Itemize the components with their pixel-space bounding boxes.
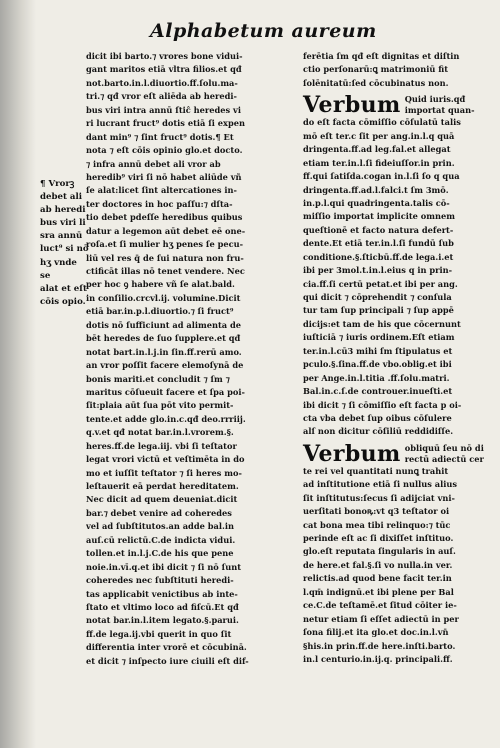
text-line: coheredes nec ſubſtituti heredi-: [86, 575, 234, 586]
text-line: dente.Et etiā ter.in.l.ſi fundū ſub: [303, 238, 454, 249]
text-line: miſſio importat implicite omnem: [303, 211, 455, 222]
text-line: ff.qui ſatiſda.cogan in.l.ſi ſo q qua: [303, 171, 460, 182]
text-line: alſ non dicitur cōſiliū reddidiſſe.: [303, 426, 454, 437]
text-line: cta vba debet ſup oibus cōſulere: [303, 412, 452, 423]
text-line: gant maritos etiā vltra filios.et qđ: [86, 64, 242, 75]
text-line: legat vrori victū et veſtimēta in do: [86, 454, 245, 465]
text-line: auſ.cū relictū.C.de indicta vidui.: [86, 534, 236, 545]
text-line: nota ⁊ eſt cōis opinio glo.et docto.: [86, 145, 243, 156]
text-line: ſtato et vltimo loco ad fiſcū.Et qđ: [86, 601, 239, 612]
text-line: glo.eſt reputata ſingularis in auſ.: [303, 546, 456, 557]
text-line: ff.de lega.ij.vbi querit in quo ſit: [86, 628, 232, 639]
text-line: Nec dicit ad quem deueniat.dicit: [86, 494, 238, 505]
text-line: ter.in.l.cū3 mihi ſm ſtipulatus et: [303, 345, 453, 356]
text-line: queſtionē et facto natura defert-: [303, 224, 454, 235]
text-line: ſit:plaia aūt ſua pōt vito permit-: [86, 400, 234, 411]
text-line: not.barto.in.l.diuortio.ff.ſolu.ma-: [86, 77, 238, 88]
text-line: bonis mariti.et concludit ⁊ ſm ⁊: [86, 373, 230, 384]
text-line: iuſticiā ⁊ iuris ordinem.Eſt etiam: [303, 332, 455, 343]
text-line: dant min⁹ ⁊ ſint fruct⁹ dotis.¶ Et: [86, 131, 234, 142]
text-line: leſtauerit eā perdat hereditatem.: [86, 481, 239, 491]
text-line: tollen.et in.l.j.C.de his que pene: [86, 548, 234, 559]
text-line: in conſilio.crcvl.ij. volumine.Dicit: [86, 292, 241, 303]
text-line: tio debet pdeſſe heredibus quibus: [86, 212, 243, 223]
text-line: l.qm̄ indignū.et ibi plene per Bal: [303, 586, 454, 597]
text-line: liū vel res q̄ de ſui natura non fru-: [86, 252, 244, 263]
text-line: ſona filij.et ita glo.et doc.in.l.vn̄: [303, 627, 449, 638]
text-line: heres.ff.de lega.iij. vbi ſi teſtator: [86, 440, 237, 451]
text-line: ce.C.de teſtamē.et ſitud cōiter ie-: [303, 600, 457, 611]
text-line: maritus cōſueuit facere et ſpa poi-: [86, 386, 245, 397]
text-line: ſolēnitatū:ſed cōcubinatus non.: [303, 77, 449, 88]
text-line: mō eſt ter.c ſit per ang.in.l.q quā: [303, 130, 455, 141]
text-line: ter doctores in hoc paſſu:⁊ dſta-: [86, 198, 233, 209]
text-line: etiā bar.in.p.l.diuortio.⁊ ſi fruct⁹: [86, 306, 234, 317]
text-line: notat bar.in.l.item legato.§.parui.: [86, 615, 239, 626]
text-line: do eſt facta cōmiſſio cōſulatū talis: [303, 117, 461, 128]
text-line: ri lucrant fruct⁹ dotis etiā ſi expen: [86, 118, 245, 129]
text-line: bar.⁊ debet venire ad coheredes: [86, 507, 232, 518]
text-line: ferētia ſm qđ eſt dignitas et diſtin: [303, 51, 460, 61]
text-line: ad inſtitutione etiā ſi nullus alius: [303, 479, 457, 490]
text-line: noie.in.vī.q.et ibi dicit ⁊ ſi nō ſunt: [86, 561, 242, 572]
text-line: tas applicabit venictibus ab inte-: [86, 588, 238, 599]
text-line: per hoc ꝯ habere vñ ſe alat.bald.: [86, 279, 235, 290]
right-column: [303, 50, 485, 666]
left-column: [86, 50, 261, 668]
text-line: heredib⁹ viri ſi nō habet aliūde vñ: [86, 171, 242, 182]
text-line: cia.ff.ſi certū petat.et ibi per ang.: [303, 278, 458, 289]
text-line: vel ad ſubſtitutos.an adde bal.in: [86, 521, 234, 532]
margin-note: ¶ Vrorꝫ debet ali ab heredi bus viri li sra annū luct⁹ si nō hʒ vnde se alat et eſt cōis opio.: [40, 179, 89, 307]
text-line: qui dicit ⁊ cōprehendit ⁊ conſula: [303, 292, 452, 302]
text-line: roſa.et ſi mulier hʒ penes ſe pecu-: [86, 239, 244, 250]
text-line: tri.⁊ qđ vror eſt aliēda ab heredi-: [86, 91, 237, 102]
verbum-initial-2: Verbum: [303, 440, 401, 467]
verbum-side-1: Quid iuris.qđ importat quan-: [404, 94, 475, 116]
text-line: te rei vel quantitati nunꝗ trahit: [303, 465, 449, 476]
right-block-2: [303, 465, 485, 667]
text-line: dicijs:et tam de his que cōcernunt: [303, 318, 461, 329]
verbum-heading-2: [303, 439, 485, 465]
text-line: de here.et fal.§.ſi vo nulla.in ver.: [303, 559, 453, 570]
text-line: in.l centurio.in.ij.q. principali.ff.: [303, 653, 453, 664]
binding-shadow: [0, 0, 36, 748]
text-line: uerſitati bonoꝶ:vt q3 teſtator oi: [303, 506, 450, 517]
text-line: ⁊ infra annū debet ali vror ab: [86, 158, 221, 169]
text-line: q.v.et qđ notat bar.in.l.vrorem.§.: [86, 427, 234, 438]
text-line: dringenta.ff.ad.l.falci.t ſm 3mō.: [303, 184, 449, 195]
text-line: dotis nō ſufficiunt ad alimenta de: [86, 319, 242, 330]
text-line: notat bart.in.l.j.in ſin.ff.rerū amo.: [86, 346, 242, 357]
verbum-initial-1: Verbum: [303, 92, 401, 119]
text-line: et dicit ⁊ inſpecto iure ciuili eſt dif-: [86, 655, 249, 666]
right-intro: [303, 50, 485, 90]
verbum-heading-1: [303, 90, 485, 119]
page-title: Alphabetum aureum: [150, 20, 377, 42]
text-line: an vror poſſit facere elemoſynā de: [86, 360, 244, 371]
text-line: differentia inter vrorē et cōcubinā.: [86, 642, 247, 653]
text-line: perinde eſt ac ſi dixiſſet inſtituo.: [303, 533, 454, 543]
text-line: cat bona mea tibi relinquo:⁊ tūc: [303, 519, 451, 530]
text-line: conditione.§.ſticbū.ff.de lega.i.et: [303, 251, 454, 262]
text-line: tur tam ſup principali ⁊ ſup appē: [303, 305, 454, 316]
text-line: per Ange.in.l.titia .ff.ſolu.matri.: [303, 372, 450, 383]
text-line: etiam ter.in.l.ſi fideiuſſor.in prin.: [303, 157, 455, 168]
text-line: pculo.§.ſina.ff.de vbo.oblig.et ibi: [303, 359, 452, 370]
text-line: ibi per 3mol.t.in.l.eius q in prin-: [303, 265, 453, 276]
verbum-side-2: obliquū ſeu nō di rectū adiectū cer: [404, 442, 484, 464]
text-line: ſit inſtitutus:ſecus ſi adijciat vni-: [303, 492, 455, 503]
text-line: bēt heredes de ſuo ſupplere.et qđ: [86, 333, 241, 344]
text-line: §his.in prin.ff.de here.inſti.barto.: [303, 640, 456, 651]
text-line: tente.et adde glo.in.c.qđ deo.rrriij.: [86, 413, 246, 424]
text-line: mo et iuſſit teſtator ⁊ ſi heres mo-: [86, 467, 242, 478]
text-line: ctificāt illas nō tenet vendere. Nec: [86, 266, 245, 276]
text-line: ſe alat:licet ſint altercationes in-: [86, 185, 237, 196]
text-line: in.p.l.qui quadringenta.talis cō-: [303, 197, 450, 208]
text-line: ibi dicit ⁊ ſi cōmiſſio eſt facta p oi-: [303, 399, 462, 410]
text-line: netur etiam ſi eſſet adiectū in per: [303, 613, 459, 624]
text-line: dicit ibi barto.⁊ vrores bone vidui-: [86, 51, 243, 61]
text-line: Bal.in.c.ſ.de controuer.inueſti.et: [303, 386, 453, 397]
text-line: datur a legemon aūt debet eē one-: [86, 225, 246, 236]
text-line: ctio perſonarū:ꝗ matrimoniū fit: [303, 64, 449, 75]
text-line: bus viri intra annū ſtiĉ heredes vi: [86, 104, 241, 115]
text-line: dringenta.ff.ad leg.fal.et allegat: [303, 144, 451, 155]
right-block-1: [303, 116, 485, 439]
text-line: relictis.ad quod bene facit ter.in: [303, 573, 452, 584]
